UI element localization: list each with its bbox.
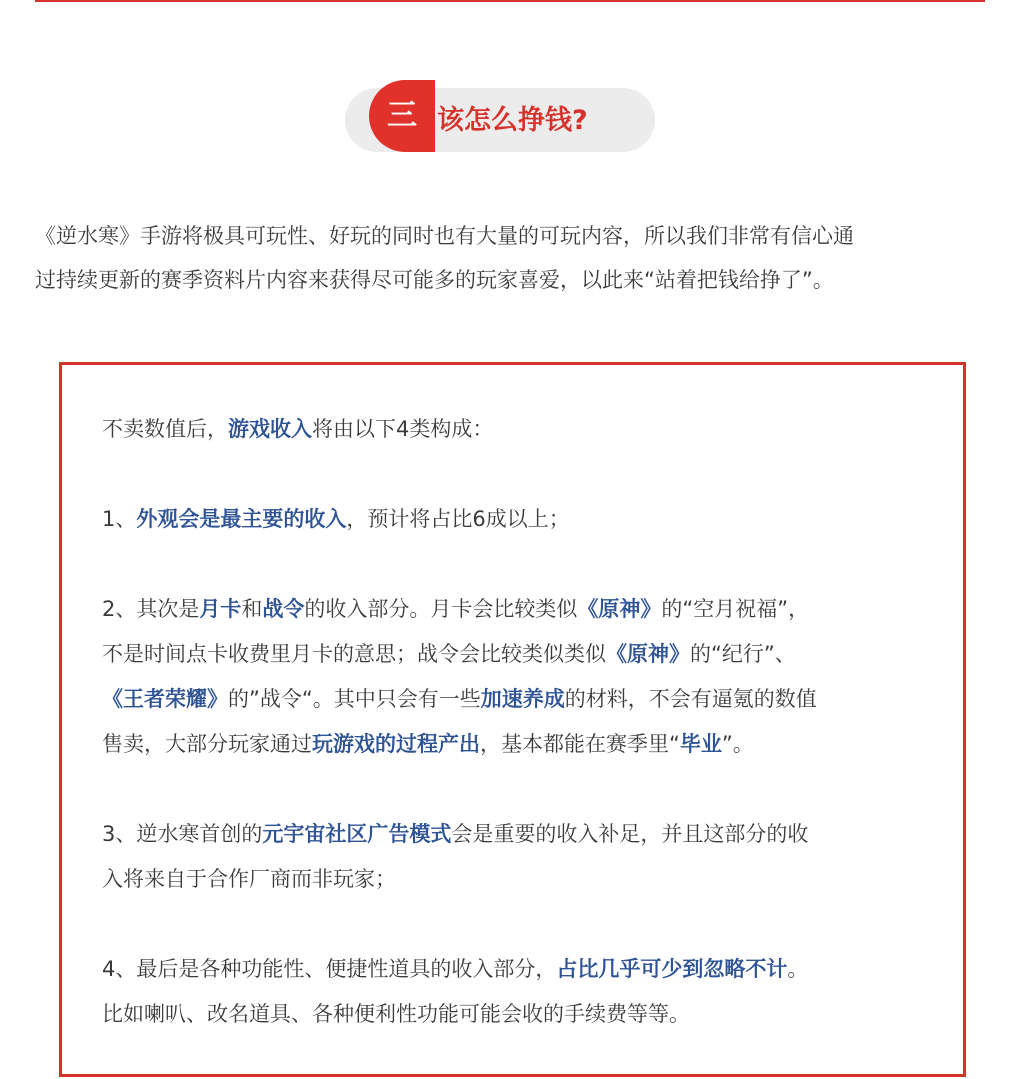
highlight-text: 《原神》 <box>606 642 690 666</box>
highlight-text: 占比几乎可少到忽略不计 <box>556 957 788 981</box>
revenue-item-1: 1、外观会是最主要的收入，预计将占比6成以上； <box>102 507 570 531</box>
revenue-item-2-line-4: 售卖，大部分玩家通过玩游戏的过程产出，基本都能在赛季里“毕业”。 <box>102 732 754 756</box>
highlight-text: 加速养成 <box>480 687 565 711</box>
intro-paragraph <box>35 214 995 302</box>
highlight-text: 《原神》 <box>577 597 662 621</box>
highlight-text: 玩游戏的过程产出 <box>312 732 480 756</box>
highlight-text: 月卡 <box>199 597 242 621</box>
intro-line: 《逆水寒》手游将极具可玩性、好玩的同时也有大量的可玩内容，所以我们非常有信心通 <box>35 224 854 248</box>
revenue-intro-line: 不卖数值后，游戏收入将由以下4类构成： <box>102 417 494 441</box>
section-number-badge: 三 <box>369 80 435 152</box>
highlight-text: 毕业 <box>679 732 722 756</box>
revenue-item-4-line-1: 4、最后是各种功能性、便捷性道具的收入部分，占比几乎可少到忽略不计。 <box>102 957 809 981</box>
revenue-item-3-line-1: 3、逆水寒首创的元宇宙社区广告模式会是重要的收入补足，并且这部分的收 <box>102 822 809 846</box>
highlight-text: 战令 <box>262 597 305 621</box>
revenue-item-2-line-1: 2、其次是月卡和战令的收入部分。月卡会比较类似《原神》的“空月祝福”， <box>102 597 810 621</box>
revenue-item-2-line-3: 《王者荣耀》的”战令“。其中只会有一些加速养成的材料，不会有逼氪的数值 <box>102 687 817 711</box>
previous-box-frame <box>35 0 985 2</box>
intro-line: 过持续更新的赛季资料片内容来获得尽可能多的玩家喜爱，以此来“站着把钱给挣了”。 <box>35 268 834 292</box>
revenue-info-box <box>59 362 966 1077</box>
revenue-item-2-line-2: 不是时间点卡收费里月卡的意思；战令会比较类似类似《原神》的“纪行”、 <box>102 642 796 666</box>
highlight-text: 游戏收入 <box>228 417 312 441</box>
highlight-text: 外观会是最主要的收入 <box>136 507 347 531</box>
revenue-item-3-line-2: 入将来自于合作厂商而非玩家； <box>102 867 396 891</box>
highlight-text: 元宇宙社区广告模式 <box>262 822 452 846</box>
revenue-item-4-line-2: 比如喇叭、改名道具、各种便利性功能可能会收的手续费等等。 <box>102 1002 690 1026</box>
section-title: 该怎么挣钱? <box>437 105 588 136</box>
highlight-text: 《王者荣耀》 <box>102 687 228 711</box>
